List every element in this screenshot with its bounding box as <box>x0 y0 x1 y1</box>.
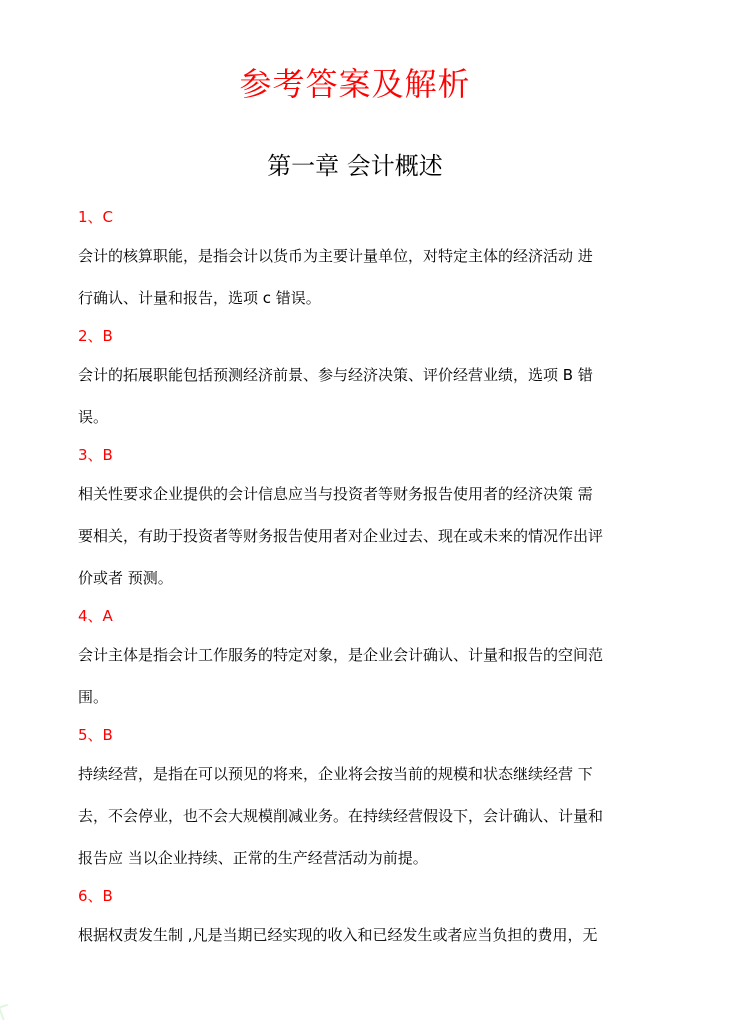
explanation-line: 价或者 预测。 <box>78 569 173 587</box>
answer-item-2 <box>78 319 638 438</box>
answer-explanation <box>78 753 638 879</box>
chapter-title: 第一章 会计概述 <box>267 152 443 180</box>
answer-item-1 <box>78 200 638 319</box>
answer-key: 5、B <box>78 726 113 744</box>
answer-key: 1、C <box>78 208 114 226</box>
answer-key: 2、B <box>78 327 113 345</box>
explanation-line: 根据权责发生制 ,凡是当期已经实现的收入和已经发生或者应当负担的费用，无 <box>78 926 598 944</box>
answer-key: 3、B <box>78 446 113 464</box>
answer-explanation <box>78 354 638 438</box>
explanation-line: 误。 <box>78 408 109 426</box>
answer-key: 4、A <box>78 607 113 625</box>
answer-item-6 <box>78 879 638 956</box>
answer-explanation <box>78 634 638 718</box>
answer-explanation <box>78 235 638 319</box>
explanation-line: 去，不会停业，也不会大规模削减业务。在持续经营假设下，会计确认、计量和 <box>78 807 604 825</box>
answer-explanation <box>78 473 638 599</box>
answer-key: 6、B <box>78 887 113 905</box>
explanation-line: 持续经营，是指在可以预见的将来，企业将会按当前的规模和状态继续经营 下 <box>78 765 593 783</box>
explanation-line: 相关性要求企业提供的会计信息应当与投资者等财务报告使用者的经济决策 需 <box>78 485 593 503</box>
answer-item-5 <box>78 718 638 879</box>
answer-explanation <box>78 914 638 956</box>
answer-item-4 <box>78 599 638 718</box>
explanation-line: 围。 <box>78 688 109 706</box>
explanation-line: 会计主体是指会计工作服务的特定对象，是企业会计确认、计量和报告的空间范 <box>78 646 604 664</box>
explanation-line: 行确认、计量和报告，选项 c 错误。 <box>78 289 321 307</box>
explanation-line: 会计的拓展职能包括预测经济前景、参与经济决策、评价经营业绩，选项 B 错 <box>78 366 593 384</box>
explanation-line: 报告应 当以企业持续、正常的生产经营活动为前提。 <box>78 849 428 867</box>
explanation-line: 会计的核算职能，是指会计以货币为主要计量单位，对特定主体的经济活动 进 <box>78 247 593 265</box>
page-corner-mark <box>0 1004 12 1020</box>
answer-item-3 <box>78 438 638 599</box>
answer-list <box>78 200 638 956</box>
document-title: 参考答案及解析 <box>239 65 471 103</box>
explanation-line: 要相关，有助于投资者等财务报告使用者对企业过去、现在或未来的情况作出评 <box>78 527 604 545</box>
